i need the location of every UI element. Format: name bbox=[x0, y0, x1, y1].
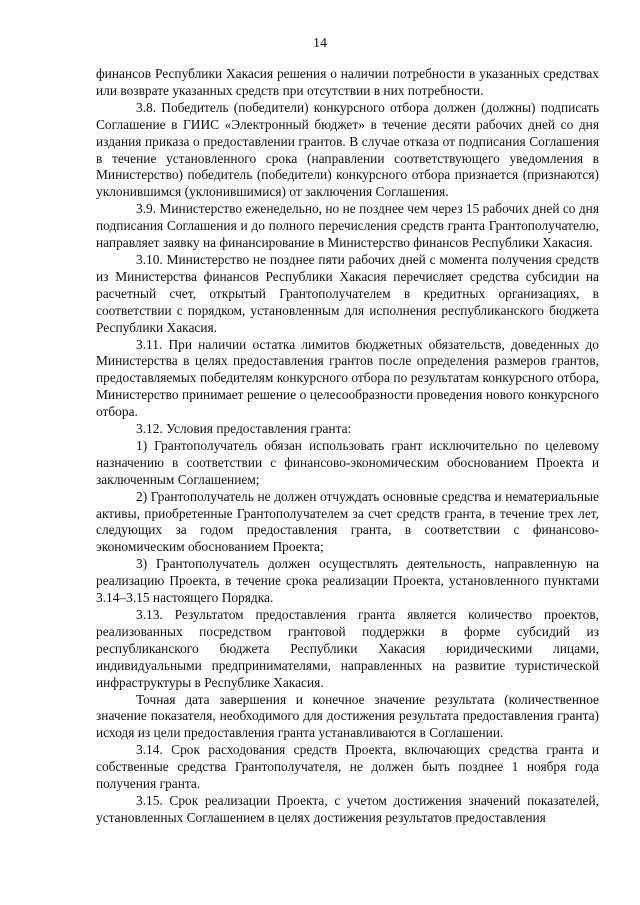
paragraph-continuation: финансов Республики Хакасия решения о наличии потребности в указанных средствах или возврате указанных средств при отсутствии в них потребности. bbox=[96, 66, 599, 98]
paragraph-3-13: 3.13. Результатом предоставления гранта является количество проектов, реализованных посредством грантовой поддержки в форме субсидий из республиканского бюджета Республики Хакасия юридическими лицами, индивидуальными предпринимателями, направленных на развитие туристической инфраструктуры в Республике Хакасия. bbox=[96, 607, 599, 690]
paragraph-3-15: 3.15. Срок реализации Проекта, с учетом достижения значений показателей, установленных Соглашением в целях достижения результатов предоставления bbox=[96, 792, 599, 825]
paragraph-3-11: 3.11. При наличии остатка лимитов бюджетных обязательств, доведенных до Министерства в целях предоставления грантов после определения размеров грантов, предоставляемых победителям конкурсного отбора по результатам конкурсного отбора, Министерство принимает решение о целесообразности проведения нового конкурсного отбора. bbox=[96, 336, 599, 420]
paragraph-3-14: 3.14. Срок расходования средств Проекта, включающих средства гранта и собственные средства Грантополучателя, не должен быть позднее 1 ноября года получения гранта. bbox=[96, 742, 599, 792]
document-body bbox=[96, 66, 599, 827]
paragraph-3-13-result-date: Точная дата завершения и конечное значение результата (количественное значение показателя, необходимого для достижения результата предоставления гранта) исходя из цели предоставления гранта устанавливаются в Соглашении. bbox=[96, 691, 599, 741]
paragraph-3-10: 3.10. Министерство не позднее пяти рабочих дней с момента получения средств из Министерства финансов Республики Хакасия перечисляет средства субсидии на расчетный счет, открытый Грантополучателем в кредитных организациях, в соответствии с порядком, установленным для исполнения республиканского бюджета Республики Хакасия. bbox=[96, 251, 599, 335]
paragraph-3-12-item-1: 1) Грантополучатель обязан использовать грант исключительно по целевому назначению в соответствии с финансово-экономическим обоснованием Проекта и заключенным Соглашением; bbox=[96, 437, 599, 487]
paragraph-3-12-item-3: 3) Грантополучатель должен осуществлять деятельность, направленную на реализацию Проекта, в течение срока реализации Проекта, установленного пунктами 3.14–3.15 настоящего Порядка. bbox=[96, 556, 599, 606]
paragraph-3-12: 3.12. Условия предоставления гранта: bbox=[136, 421, 352, 437]
paragraph-3-9: 3.9. Министерство еженедельно, но не позднее чем через 15 рабочих дней со дня подписания Соглашения и до полного перечисления средств гранта Грантополучателю, направляет заявку на финансирование в Министерство финансов Республики Хакасия. bbox=[96, 201, 599, 251]
page-number: 14 bbox=[313, 36, 327, 51]
paragraph-3-8: 3.8. Победитель (победители) конкурсного отбора должен (должны) подписать Соглашение в ГИИС «Электронный бюджет» в течение десяти рабочих дней со дня издания приказа о предоставлении грантов. В случае отказа от подписания Соглашения в течение установленного срока (направлении соответствующего уведомления в Министерство) победитель (победители) конкурсного отбора признается (признаются) уклонившимся (уклонившимися) от заключения Соглашения. bbox=[96, 99, 599, 200]
paragraph-3-12-item-2: 2) Грантополучатель не должен отчуждать основные средства и нематериальные активы, приобретенные Грантополучателем за счет средств гранта, в течение трех лет, следующих за годом предоставления гранта, в соответствии с финансово-экономическим обоснованием Проекта; bbox=[96, 488, 599, 555]
